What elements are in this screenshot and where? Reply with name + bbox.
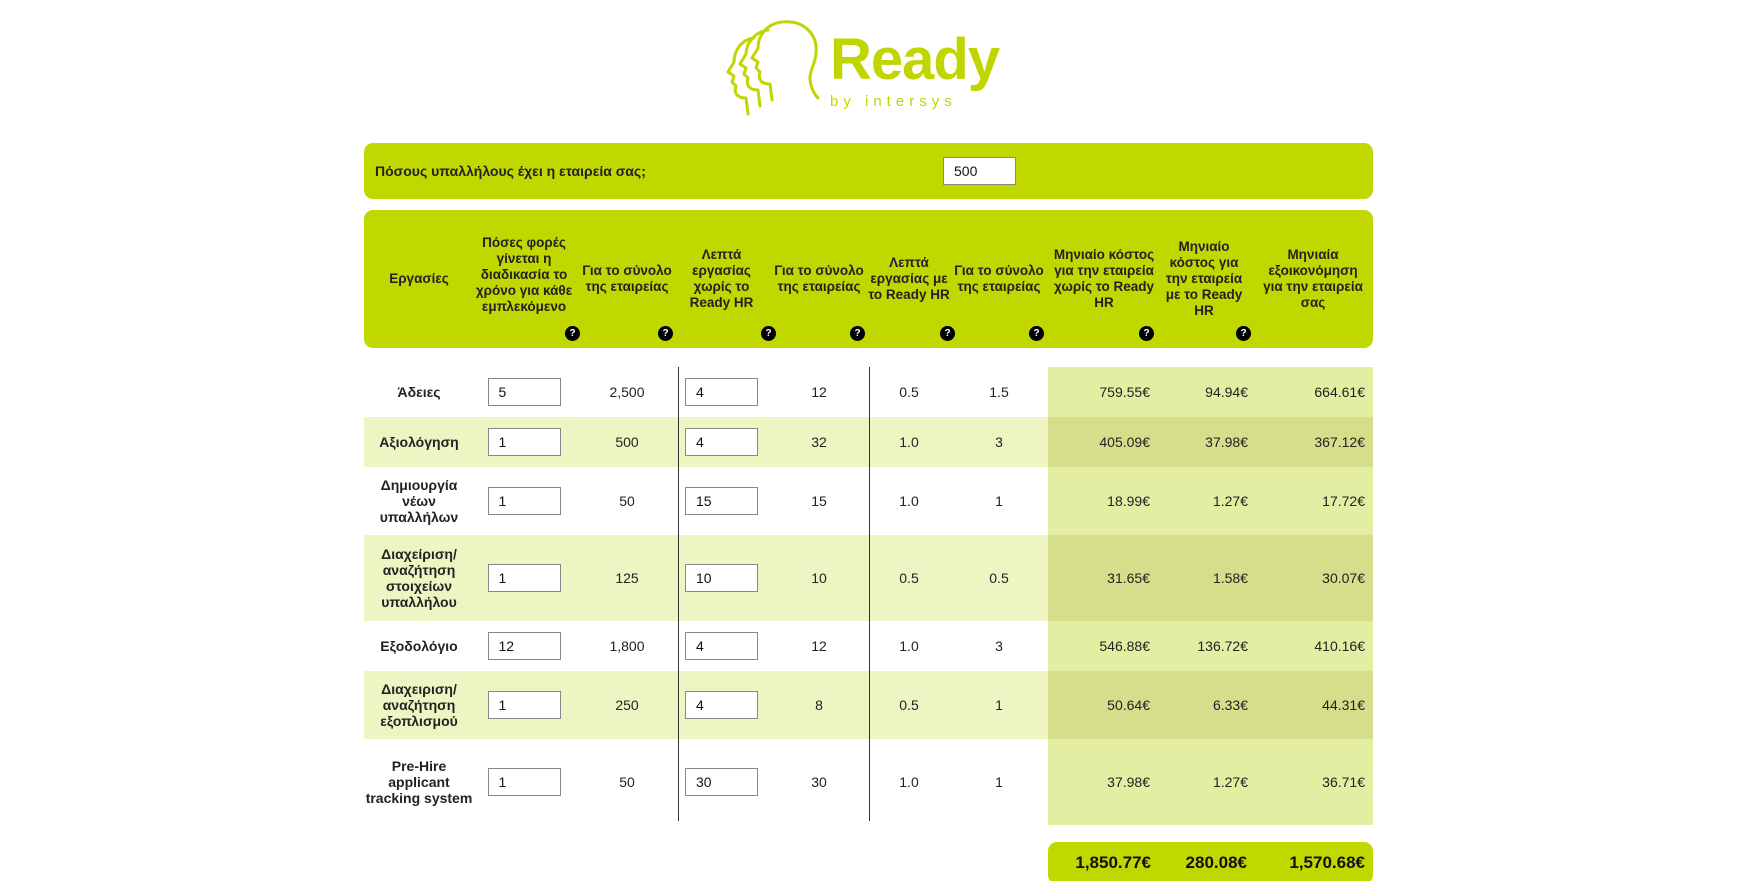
savings: 410.16€ (1256, 621, 1373, 671)
minutes-without (674, 367, 769, 417)
header-cost-with: Μηνιαίο κόστος για την εταιρεία με το Ready HR (1165, 239, 1243, 318)
frequency-input[interactable] (488, 378, 561, 406)
header-frequency: Πόσες φορές γίνεται η διαδικασία το χρόνο για κάθε εμπλεκόμενο (475, 235, 573, 314)
minutes-without (674, 739, 769, 825)
minutes-with: 1.0 (899, 774, 919, 790)
savings: 36.71€ (1256, 739, 1373, 825)
cost-without: 37.98€ (1048, 739, 1158, 825)
header-cost-without: Μηνιαίο κόστος για την εταιρεία χωρίς το Ready HR (1053, 247, 1155, 310)
task-name: Δημιουργία νέων υπαλλήλων (379, 477, 459, 525)
brand-subtitle: by intersys (830, 93, 957, 110)
header-tasks: Εργασίες (389, 271, 449, 286)
minutes-without (674, 671, 769, 739)
task-name: Διαχείριση/ αναζήτηση στοιχείων υπαλλήλου (381, 546, 457, 610)
cost-with: 6.33€ (1158, 671, 1256, 739)
cost-with: 94.94€ (1158, 367, 1256, 417)
company-total-2: 30 (811, 774, 827, 790)
help-icon[interactable]: ? (1236, 326, 1251, 341)
help-icon[interactable]: ? (1029, 326, 1044, 341)
frequency (474, 367, 574, 417)
cost-with: 37.98€ (1158, 417, 1256, 467)
header-savings: Μηνιαία εξοικονόμηση για την εταιρεία σας (1263, 247, 1363, 310)
help-icon[interactable]: ? (1139, 326, 1154, 341)
frequency-input[interactable] (488, 691, 561, 719)
task-name: Pre-Hire applicant tracking system (365, 758, 473, 806)
header-company-total-3: Για το σύνολο της εταιρείας (954, 263, 1044, 294)
company-total-2: 8 (815, 697, 823, 713)
company-total-1: 50 (619, 774, 635, 790)
frequency (474, 671, 574, 739)
employee-count-input[interactable] (943, 157, 1016, 185)
minutes-with: 0.5 (899, 697, 919, 713)
minutes-without-input[interactable] (685, 487, 758, 515)
savings: 17.72€ (1256, 467, 1373, 535)
company-total-3: 1 (995, 697, 1003, 713)
minutes-with: 0.5 (899, 384, 919, 400)
cost-without: 546.88€ (1048, 621, 1158, 671)
company-total-1: 250 (615, 697, 639, 713)
frequency (474, 467, 574, 535)
minutes-without-input[interactable] (685, 768, 758, 796)
savings: 367.12€ (1256, 417, 1373, 467)
cost-without: 759.55€ (1048, 367, 1158, 417)
column-divider (678, 367, 679, 821)
minutes-without-input[interactable] (685, 564, 758, 592)
employee-count-bar (364, 143, 1373, 199)
company-total-1: 2,500 (609, 384, 645, 400)
company-total-3: 3 (995, 638, 1003, 654)
frequency-input[interactable] (488, 768, 561, 796)
minutes-without (674, 417, 769, 467)
minutes-without-input[interactable] (685, 378, 758, 406)
savings: 664.61€ (1256, 367, 1373, 417)
company-total-2: 32 (811, 434, 827, 450)
total-savings: 1,570.68€ (1289, 853, 1365, 872)
company-total-2: 12 (811, 638, 827, 654)
help-icon[interactable]: ? (565, 326, 580, 341)
company-total-1: 500 (615, 434, 639, 450)
header-minutes-with: Λεπτά εργασίας με το Ready HR (868, 255, 950, 302)
column-divider (869, 367, 870, 821)
frequency-input[interactable] (488, 487, 561, 515)
savings: 30.07€ (1256, 535, 1373, 621)
company-total-2: 15 (811, 493, 827, 509)
company-total-3: 1 (995, 774, 1003, 790)
company-total-1: 125 (615, 570, 639, 586)
brand-name: Ready (830, 27, 1000, 92)
task-name: Εξοδολόγιο (380, 638, 458, 654)
cost-without: 31.65€ (1048, 535, 1158, 621)
minutes-with: 1.0 (899, 434, 919, 450)
company-total-3: 0.5 (989, 570, 1009, 586)
task-name: Άδειες (397, 384, 441, 400)
frequency-input[interactable] (488, 632, 561, 660)
cost-with: 1.27€ (1158, 739, 1256, 825)
help-icon[interactable]: ? (761, 326, 776, 341)
company-total-1: 1,800 (609, 638, 645, 654)
company-total-3: 1 (995, 493, 1003, 509)
cost-with: 1.58€ (1158, 535, 1256, 621)
task-name: Διαχειριση/ αναζήτηση εξοπλισμού (380, 681, 458, 729)
cost-with: 136.72€ (1158, 621, 1256, 671)
savings: 44.31€ (1256, 671, 1373, 739)
frequency-input[interactable] (488, 428, 561, 456)
company-total-3: 3 (995, 434, 1003, 450)
help-icon[interactable]: ? (940, 326, 955, 341)
cost-without: 50.64€ (1048, 671, 1158, 739)
total-cost-without: 1,850.77€ (1075, 853, 1151, 872)
minutes-without (674, 621, 769, 671)
help-icon[interactable]: ? (850, 326, 865, 341)
company-total-3: 1.5 (989, 384, 1009, 400)
cost-with: 1.27€ (1158, 467, 1256, 535)
ready-logo (726, 20, 1016, 120)
help-icon[interactable]: ? (658, 326, 673, 341)
minutes-without (674, 467, 769, 535)
cost-without: 18.99€ (1048, 467, 1158, 535)
header-company-total-1: Για το σύνολο της εταιρείας (582, 263, 672, 294)
total-cost-with: 280.08€ (1185, 853, 1247, 872)
heads-logo-icon (726, 20, 830, 120)
minutes-without-input[interactable] (685, 632, 758, 660)
task-name: Αξιολόγηση (379, 434, 459, 450)
frequency-input[interactable] (488, 564, 561, 592)
minutes-with: 1.0 (899, 493, 919, 509)
minutes-without (674, 535, 769, 621)
company-total-2: 12 (811, 384, 827, 400)
company-total-1: 50 (619, 493, 635, 509)
minutes-without-input[interactable] (685, 691, 758, 719)
frequency (474, 535, 574, 621)
header-company-total-2: Για το σύνολο της εταιρείας (774, 263, 864, 294)
frequency (474, 417, 574, 467)
frequency (474, 739, 574, 825)
cost-without: 405.09€ (1048, 417, 1158, 467)
minutes-with: 1.0 (899, 638, 919, 654)
table-header (364, 210, 1373, 348)
header-minutes-without: Λεπτά εργασίας χωρίς το Ready HR (689, 247, 754, 310)
company-total-2: 10 (811, 570, 827, 586)
minutes-with: 0.5 (899, 570, 919, 586)
frequency (474, 621, 574, 671)
minutes-without-input[interactable] (685, 428, 758, 456)
totals-bar (1048, 842, 1373, 881)
employee-count-label: Πόσους υπαλλήλους έχει η εταιρεία σας; (375, 163, 646, 179)
